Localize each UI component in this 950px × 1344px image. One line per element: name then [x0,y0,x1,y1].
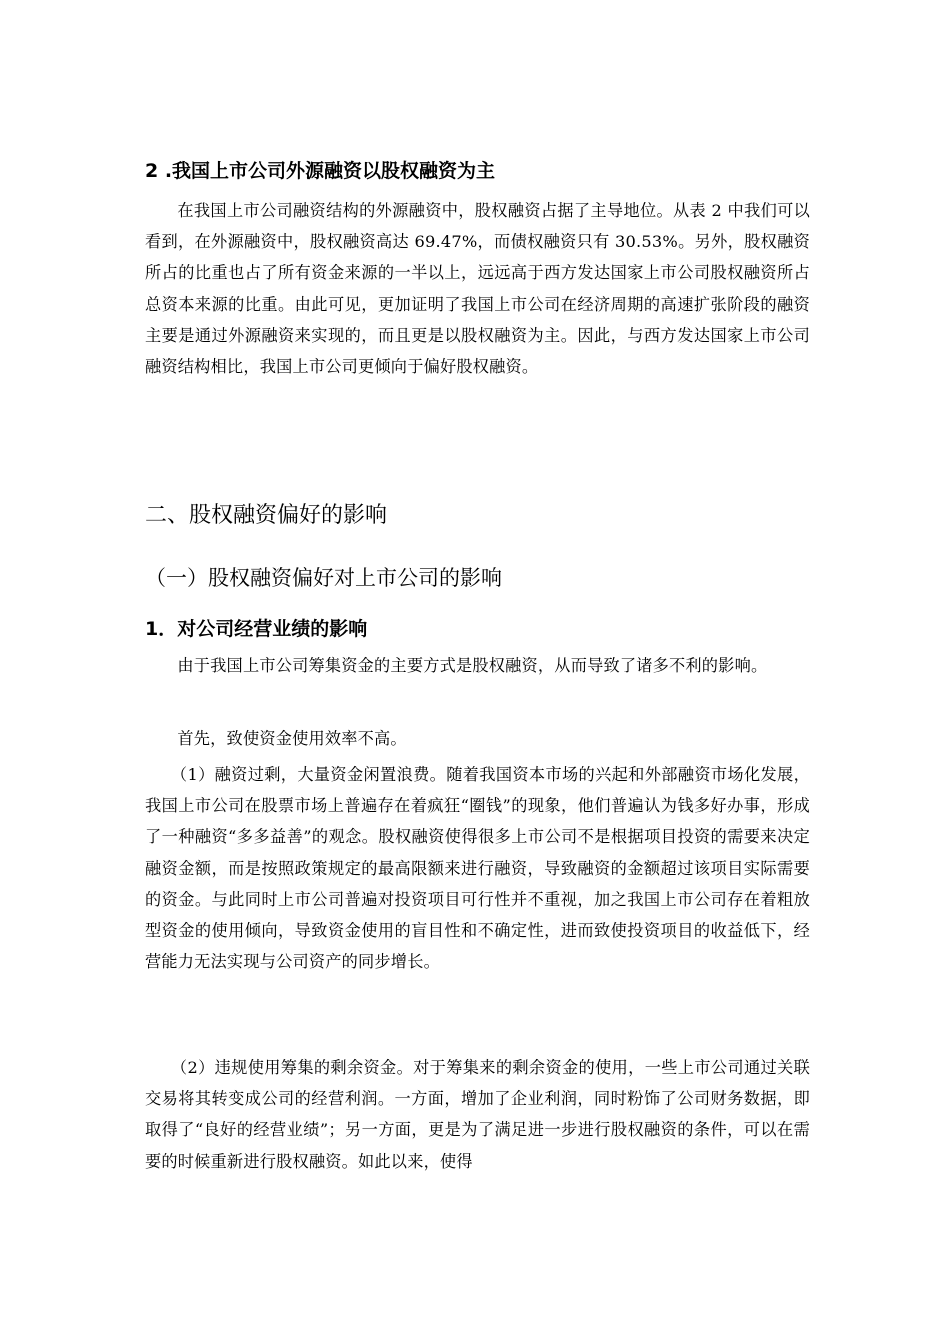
paragraph-text: 由于我国上市公司筹集资金的主要方式是股权融资，从而导致了诸多不利的影响。 [177,656,768,675]
heading-equity-dominant [145,158,810,184]
heading-performance-impact [145,616,810,642]
subsection-title-text: （一）股权融资偏好对上市公司的影响 [145,566,502,590]
section-title [145,501,810,531]
paragraph-text: 首先，致使资金使用效率不高。 [177,729,407,748]
paragraph-block [145,1052,810,1177]
section-title-text: 二、股权融资偏好的影响 [145,503,388,528]
paragraph-block [145,723,810,754]
paragraph-block [145,195,810,382]
paragraph-text: （1）融资过剩，大量资金闲置浪费。随着我国资本市场的兴起和外部融资市场化发展，我国上市公司在股票市场上普遍存在着疯狂“圈钱”的现象，他们普遍认为钱多好办事，形成了一种融资“多多益善”的观念。股权融资使得很多上市公司不是根据项目投资的需要来决定融资金额，而是按照政策规定的最高限额来进行融资，导致融资的金额超过该项目实际需要的资金。与此同时上市公司普遍对投资项目可行性并不重视，加之我国上市公司存在着粗放型资金的使用倾向，导致资金使用的盲目性和不确定性，进而致使投资项目的收益低下，经营能力无法实现与公司资产的同步增长。 [145,765,810,972]
paragraph-text: （2）违规使用筹集的剩余资金。对于筹集来的剩余资金的使用，一些上市公司通过关联交易将其转变成公司的经营利润。一方面，增加了企业利润，同时粉饰了公司财务数据，即取得了“良好的经营业绩”；另一方面，更是为了满足进一步进行股权融资的条件，可以在需要的时候重新进行股权融资。如此以来，使得 [145,1058,810,1171]
heading-text: 1．对公司经营业绩的影响 [145,618,368,640]
subsection-title [145,563,810,593]
heading-text: 2 .我国上市公司外源融资以股权融资为主 [145,160,496,182]
paragraph-block [145,650,810,681]
paragraph-block [145,759,810,977]
paragraph-text: 在我国上市公司融资结构的外源融资中，股权融资占据了主导地位。从表 2 中我们可以看到，在外源融资中，股权融资高达 69.47%，而债权融资只有 30.53%。另外，股权融资所占的比重也占了所有资金来源的一半以上，远远高于西方发达国家上市公司股权融资所占总资本来源的比重。由此可见，更加证明了我国上市公司在经济周期的高速扩张阶段的融资主要是通过外源融资来实现的，而且更是以股权融资为主。因此，与西方发达国家上市公司融资结构相比，我国上市公司更倾向于偏好股权融资。 [145,201,810,377]
